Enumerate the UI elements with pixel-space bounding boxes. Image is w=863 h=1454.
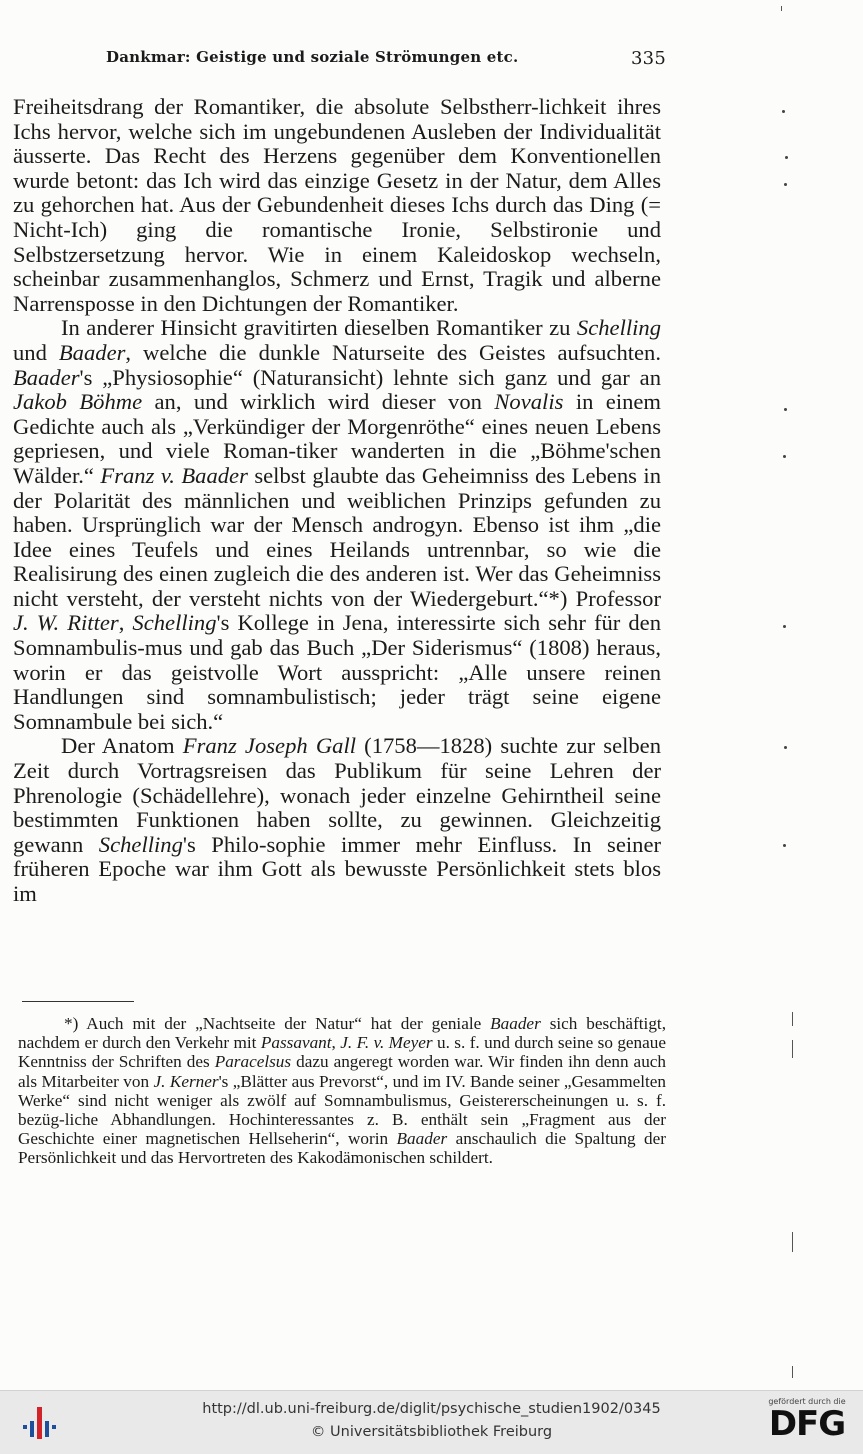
margin-line — [781, 6, 782, 11]
italic-name: Schelling — [98, 831, 183, 857]
margin-line — [792, 1040, 793, 1058]
margin-speck — [782, 110, 785, 113]
margin-speck — [783, 455, 786, 458]
text-run: in einem Gedichte auch als „Verkündiger der Morgenröthe“ eines neuen Lebens gepriesen, und viele Roman-tiker wanderten in die „Böhme'schen Wälder.“ — [13, 389, 661, 488]
paragraph — [13, 734, 661, 906]
margin-line — [792, 1232, 793, 1252]
italic-name: J. F. v. Meyer — [340, 1033, 433, 1053]
margin-speck — [783, 625, 786, 628]
dfg-logo — [759, 1397, 855, 1449]
text-run: an, und wirklich wird dieser von — [142, 389, 495, 415]
italic-name: J. W. Ritter — [13, 610, 119, 636]
footnote-text — [18, 1014, 666, 1168]
footnote — [18, 1014, 666, 1168]
margin-speck — [784, 183, 787, 186]
margin-line — [792, 1366, 793, 1378]
text-run: selbst glaubte das Geheimniss des Lebens in der Polarität des männlichen und weiblichen Prinzips gefunden zu haben. Ursprünglich war der Mensch androgyn. Ebenso ist ihm „die Idee eines Teufels und eines Heilands untrennbar, so wie die Realisirung des einen zugleich die des anderen ist. Wer das Geheimniss nicht versteht, der versteht nichts von der Wiedergeburt.“*) Professor — [13, 462, 661, 611]
page-number: 335 — [631, 48, 666, 69]
paragraph — [13, 95, 661, 316]
text-run: und — [13, 339, 59, 365]
italic-name: J. Kerner — [153, 1071, 219, 1091]
italic-name: Novalis — [494, 389, 564, 415]
text-run: 's „Physiosophie“ (Naturansicht) lehnte sich ganz und gar an — [79, 364, 661, 390]
text-run: anschaulich die Spaltung der Persönlichkeit und das Hervortreten des Kakodämonischen schildert. — [18, 1129, 667, 1168]
running-title: Dankmar: Geistige und soziale Strömungen etc. — [106, 48, 519, 66]
italic-name: Baader — [490, 1014, 541, 1033]
paragraph — [13, 316, 661, 734]
margin-speck — [784, 746, 787, 749]
source-url-link[interactable]: http://dl.ub.uni-freiburg.de/diglit/psychische_studien1902/0345 — [202, 1401, 661, 1417]
footnote-divider — [22, 1001, 134, 1002]
running-head — [106, 48, 666, 69]
text-run: dazu angeregt worden war. Wir finden ihn denn auch als Mitarbeiter von — [18, 1052, 667, 1091]
italic-name: Franz v. Baader — [100, 462, 248, 488]
text-run: 's Philo-sophie immer mehr Einfluss. In seiner früheren Epoche war ihm Gott als bewusste Persönlichkeit stets blos im — [13, 831, 661, 906]
margin-speck — [783, 844, 786, 847]
margin-speck — [785, 156, 788, 159]
dfg-funded-label: gefördert durch die — [768, 1397, 846, 1406]
italic-name: Passavant — [260, 1033, 332, 1053]
text-run: , — [331, 1033, 341, 1053]
italic-name: Baader — [13, 364, 80, 390]
text-run: 's „Blätter aus Prevorst“, und im IV. Bande seiner „Gesammelten Werke“ sind nicht weniger als zwölf auf Somnambulismus, Geistererscheinungen u. s. f. bezüg-liche Abhandlungen. Hochinteressantes z. B. enthält sein „Fragment aus der Geschichte einer magnetischen Hellseherin“, worin — [18, 1071, 667, 1149]
copyright-notice: © Universitätsbibliothek Freiburg — [310, 1424, 553, 1440]
italic-name: Baader — [396, 1129, 448, 1149]
italic-name: Schelling — [132, 610, 217, 636]
text-run: Der Anatom — [61, 733, 183, 759]
text-run: , welche die dunkle Naturseite des Geistes aufsuchten. — [125, 339, 661, 365]
margin-speck — [784, 408, 787, 411]
text-run: , — [118, 610, 133, 636]
text-run: 's Kollege in Jena, interessirte sich sehr für den Somnambulis-mus und gab das Buch „Der Siderismus“ (1808) heraus, worin er das geistvolle Wort ausspricht: „Alle unsere reinen Handlungen sind somnambulistisch; jeder trägt seine eigene Somnambule bei sich.“ — [13, 610, 661, 734]
viewer-footer — [0, 1390, 863, 1454]
italic-name: Franz Joseph Gall — [182, 733, 356, 759]
italic-name: Paracelsus — [214, 1052, 292, 1072]
italic-name: Baader — [58, 339, 126, 365]
text-run: (1758—1828) suchte zur selben Zeit durch Vortragsreisen das Publikum für seine Lehren der Phrenologie (Schädellehre), wonach jeder einzelne Gehirntheil seine bestimmten Funktionen haben sollte, zu gewinnen. Gleichzeitig gewann — [13, 733, 661, 857]
italic-name: Jakob Böhme — [13, 389, 143, 415]
text-run: *) Auch mit der „Nachtseite der Natur“ hat der geniale — [64, 1014, 491, 1033]
text-run: u. s. f. und durch seine so genaue Kenntniss der Schriften des — [18, 1033, 666, 1072]
italic-name: Schelling — [576, 315, 661, 341]
margin-line — [792, 1012, 793, 1026]
dfg-wordmark: DFG — [768, 1404, 846, 1444]
main-text — [13, 95, 661, 907]
text-run: sich beschäftigt, nachdem er durch den Verkehr mit — [18, 1014, 667, 1053]
text-run: Freiheitsdrang der Romantiker, die absolute Selbstherr-lichkeit ihres Ichs hervor, welche sich im ungebundenen Ausleben der Individualität äusserte. Das Recht des Herzens gegenüber dem Konventionellen wurde betont: das Ich wird das einzige Gesetz in der Natur, dem Alles zu gehorchen hat. Aus der Gebundenheit dieses Ichs durch das Ding (= Nicht-Ich) ging die romantische Ironie, Selbstironie und Selbstzersetzung hervor. Wie in einem Kaleidoskop wechseln, scheinbar zusammenhanglos, Schmerz und Ernst, Tragik und alberne Narrensposse in den Dichtungen der Romantiker. — [13, 94, 661, 316]
text-run: In anderer Hinsicht gravitirten dieselben Romantiker zu — [61, 315, 577, 341]
